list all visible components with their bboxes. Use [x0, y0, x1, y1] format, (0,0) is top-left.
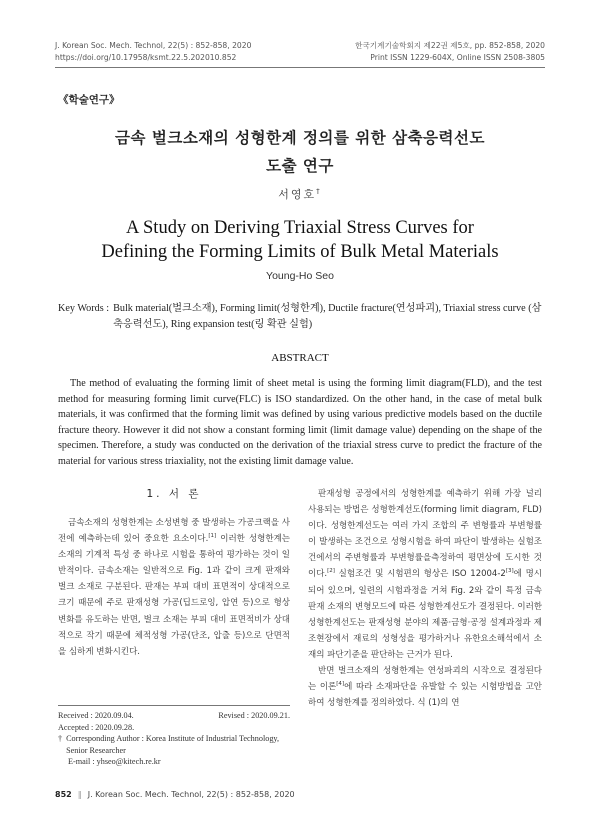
title-english: [30, 216, 570, 264]
revised-date: Revised : 2020.09.21.: [218, 711, 290, 720]
bulk-text-a: 반면 벌크소재의 성형한계는 연성파괴의 시작으로 결정된다는 이론: [308, 666, 542, 693]
article-category: 《학술연구》: [58, 94, 120, 106]
intro-text-b: 이러한 성형한계는 소재의 기계적 특성 중 하나로 시험을 통하여 평가하는 것이 일반적이다. 금속소재는 일반적으로 Fig. 1과 같이 크게 판재와 벌크 소재로 구분된다. 판재는 부피 대비 표면적이 상대적으로 크기 때문에 주로 판재성형 가공(딥드로잉, 압연 등)으로 형상변화를 유도하는 반면, 벌크 소재는 부피 대비 표면적비가 상대적으로 작기 때문에 체적성형 가공(단조, 압출 등)으로 단면적을 심하게 변화시킨다.: [58, 534, 291, 657]
keywords-text: Bulk material(벌크소재), Forming limit(성형한계), Ductile fracture(연성파괴), Triaxial stress curve (삼축응력선도), Ring expansion test(링 확관 실험): [113, 303, 542, 330]
abstract-heading: ABSTRACT: [271, 352, 329, 364]
doi-link[interactable]: https://doi.org/10.17958/ksmt.22.5.202010.852: [55, 53, 237, 62]
title-korean: [40, 124, 560, 180]
author-english: Young-Ho Seo: [266, 270, 334, 282]
fld-paragraph: [308, 486, 542, 663]
issn-line: Print ISSN 1229-604X, Online ISSN 2508-3805: [370, 53, 545, 62]
journal-citation: J. Korean Soc. Mech. Technol, 22(5) : 852-858, 2020: [55, 41, 252, 50]
corresponding-author-mark: †: [316, 186, 322, 196]
bulk-paragraph: [308, 663, 542, 711]
title-english-line1: A Study on Deriving Triaxial Stress Curves for: [126, 218, 474, 238]
intro-text-a: 금속소재의 성형한계는 소성변형 중 발생하는 가공크랙을 사전에 예측하는데 있어 중요한 요소이다.: [58, 518, 290, 545]
citation-ref-3[interactable]: [3]: [505, 568, 514, 575]
section-heading-introduction: 1. 서 론: [146, 488, 202, 500]
abstract-text: The method of evaluating the forming limit of sheet metal is using the forming limit diagram(FLD), and the test method for measuring forming limit curve(FLC) is ISO standardized. On the other hand, in the case of metal bulk materials, it was confirmed that the forming limit was defined by using various predictive models based on the ductile fracture theory. However it did not show a constant forming limit (limit damage value) depending on the shape of the specimen. Therefore, a study was conducted on the derivation of the triaxial stress curve to predict the fracture of the material for various stress triaxiality, not the existing limit damage value.: [58, 378, 542, 467]
dagger-mark: †: [58, 734, 63, 744]
footnote-block: [58, 705, 290, 768]
left-column: [58, 486, 290, 660]
footer-separator: ‖: [77, 790, 82, 799]
intro-paragraph: [58, 515, 290, 660]
title-korean-line1: 금속 벌크소재의 성형한계 정의를 위한 삼축응력선도: [115, 129, 485, 147]
fld-text-a: 판재성형 공정에서의 성형한계를 예측하기 위해 가장 널리 사용되는 방법은 성형한계선도(forming limit diagram, FLD)이다. 성형한계선도는 여러 가지 조합의 주 변형률과 부변형률이 발생하는 조건으로 성형시험을 하여 파단이 발생하는 실험조건에서의 주변형률과 부변형률을측정하여 평면상에 도시한 것이다.: [308, 489, 542, 580]
title-korean-line2: 도출 연구: [266, 157, 334, 175]
running-header-right: [355, 40, 545, 64]
author-korean-name: 서영호: [278, 188, 317, 201]
running-header-left: [55, 40, 251, 64]
author-korean: [0, 186, 600, 202]
footer-journal: J. Korean Soc. Mech. Technol, 22(5) : 852-858, 2020: [87, 790, 295, 799]
header-rule: [55, 67, 545, 68]
keywords-label: Key Words :: [58, 303, 110, 314]
page-number: 852: [55, 790, 72, 799]
citation-ref-4[interactable]: [4]: [336, 681, 345, 688]
right-column: [308, 486, 542, 711]
footnote-rule: [58, 705, 290, 706]
corresponding-author-note: [58, 733, 290, 756]
fld-text-b: 실험조건 및 시험편의 형상은 ISO 12004-2: [334, 569, 506, 580]
citation-ref-2[interactable]: [2]: [327, 568, 335, 575]
accepted-date: Accepted : 2020.09.28.: [58, 722, 135, 732]
corresponding-author-text: Corresponding Author : Korea Institute of Industrial Technology, Senior Researcher: [66, 734, 280, 755]
citation-ref-1[interactable]: [1]: [208, 533, 217, 540]
fld-text-c: 에 명시되어 있으며, 일련의 시험과정을 거쳐 Fig. 2와 같이 특정 금속판재 소재의 변형모드에 따른 성형한계선도가 결정된다. 이러한 성형한계선도는 판재성형 분야의 제품·금형·공정 설계과정과 제조현장에서 재료의 성형성을 평가하거나 유한요소해석에서 소재의 파단기준을 판단하는 근거가 된다.: [308, 569, 542, 660]
bulk-text-b: 에 따라 소재파단을 유발할 수 있는 시험방법을 고안하여 성형한계를 정의하였다. 식 (1)의 연: [308, 682, 542, 709]
keywords: [58, 301, 542, 333]
title-english-line2: Defining the Forming Limits of Bulk Metal Materials: [101, 242, 499, 262]
page-footer: [55, 790, 295, 799]
journal-citation-korean: 한국기계기술학회지 제22권 제5호, pp. 852-858, 2020: [355, 41, 545, 50]
author-email[interactable]: E-mail : yhseo@kitech.re.kr: [68, 757, 161, 767]
footnote-dates-row: [58, 710, 290, 722]
received-date: Received : 2020.09.04.: [58, 711, 134, 720]
